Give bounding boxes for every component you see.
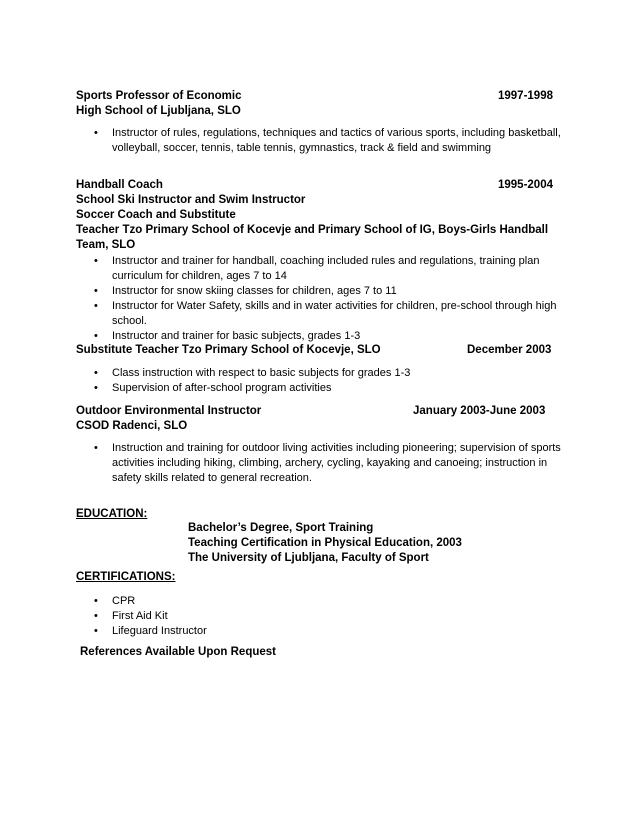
bullet-icon: • (94, 382, 98, 394)
bullet-icon: • (94, 300, 98, 312)
list-item: • First Aid Kit (94, 610, 168, 622)
list-item: • Instructor for Water Safety, skills and in water activities for children, pre-school through high school. (94, 300, 557, 327)
list-item: • Lifeguard Instructor (94, 625, 207, 637)
job-org: School Ski Instructor and Swim Instructor (76, 194, 306, 206)
bullet-icon: • (94, 330, 98, 342)
job-org: Soccer Coach and Substitute (76, 209, 236, 221)
job-org: High School of Ljubljana, SLO (76, 105, 241, 117)
list-item: • Instructor and trainer for handball, coaching included rules and regulations, training plan curriculum for children, ages 7 to 14 (94, 255, 540, 282)
bullet-icon: • (94, 367, 98, 379)
job-dates: December 2003 (467, 344, 552, 356)
bullet-icon: • (94, 127, 98, 139)
list-item: • Instructor for snow skiing classes for children, ages 7 to 11 (94, 285, 397, 297)
job-title: Substitute Teacher Tzo Primary School of Kocevje, SLO (76, 344, 381, 356)
bullet-icon: • (94, 625, 98, 637)
bullet-icon: • (94, 595, 98, 607)
bullet-icon: • (94, 285, 98, 297)
job-org: CSOD Radenci, SLO (76, 420, 188, 432)
list-item: • CPR (94, 595, 136, 607)
job-dates: 1997-1998 (498, 90, 553, 102)
job-title: Sports Professor of Economic (76, 90, 242, 102)
job-bullets (0, 366, 562, 396)
job-dates: 1995-2004 (498, 179, 553, 191)
job-title: Handball Coach (76, 179, 163, 191)
list-item: • Class instruction with respect to basic subjects for grades 1-3 (94, 367, 411, 379)
list-item: • Supervision of after-school program activities (94, 382, 332, 394)
list-item: • Instructor of rules, regulations, techniques and tactics of various sports, including basketball, volleyball, soccer, tennis, table tennis, gymnastics, track & field and swimming (94, 127, 561, 154)
job-bullets (0, 254, 562, 344)
job-dates: January 2003-June 2003 (413, 405, 546, 417)
job-bullets (0, 126, 562, 156)
education-line: The University of Ljubljana, Faculty of Sport (188, 552, 429, 564)
references-note: References Available Upon Request (80, 646, 276, 658)
job-title: Outdoor Environmental Instructor (76, 405, 262, 417)
job-bullets (0, 441, 562, 486)
bullet-icon: • (94, 255, 98, 267)
list-item: • Instructor and trainer for basic subjects, grades 1-3 (94, 330, 361, 342)
job-org: Teacher Tzo Primary School of Kocevje and Primary School of IG, Boys-Girls Handball (76, 224, 549, 236)
bullet-icon: • (94, 442, 98, 454)
list-item: • Instruction and training for outdoor living activities including pioneering; supervision of sports activities including hiking, climbing, archery, cycling, kayaking and canoeing; instruction in safety skills related to general recreation. (94, 442, 561, 484)
bullet-icon: • (94, 610, 98, 622)
education-heading: EDUCATION: (76, 508, 148, 520)
education-line: Teaching Certification in Physical Education, 2003 (188, 537, 462, 549)
certifications-heading: CERTIFICATIONS: (76, 571, 176, 583)
certifications-list (0, 594, 562, 639)
job-org: Team, SLO (76, 239, 136, 251)
education-line: Bachelor’s Degree, Sport Training (188, 522, 374, 534)
